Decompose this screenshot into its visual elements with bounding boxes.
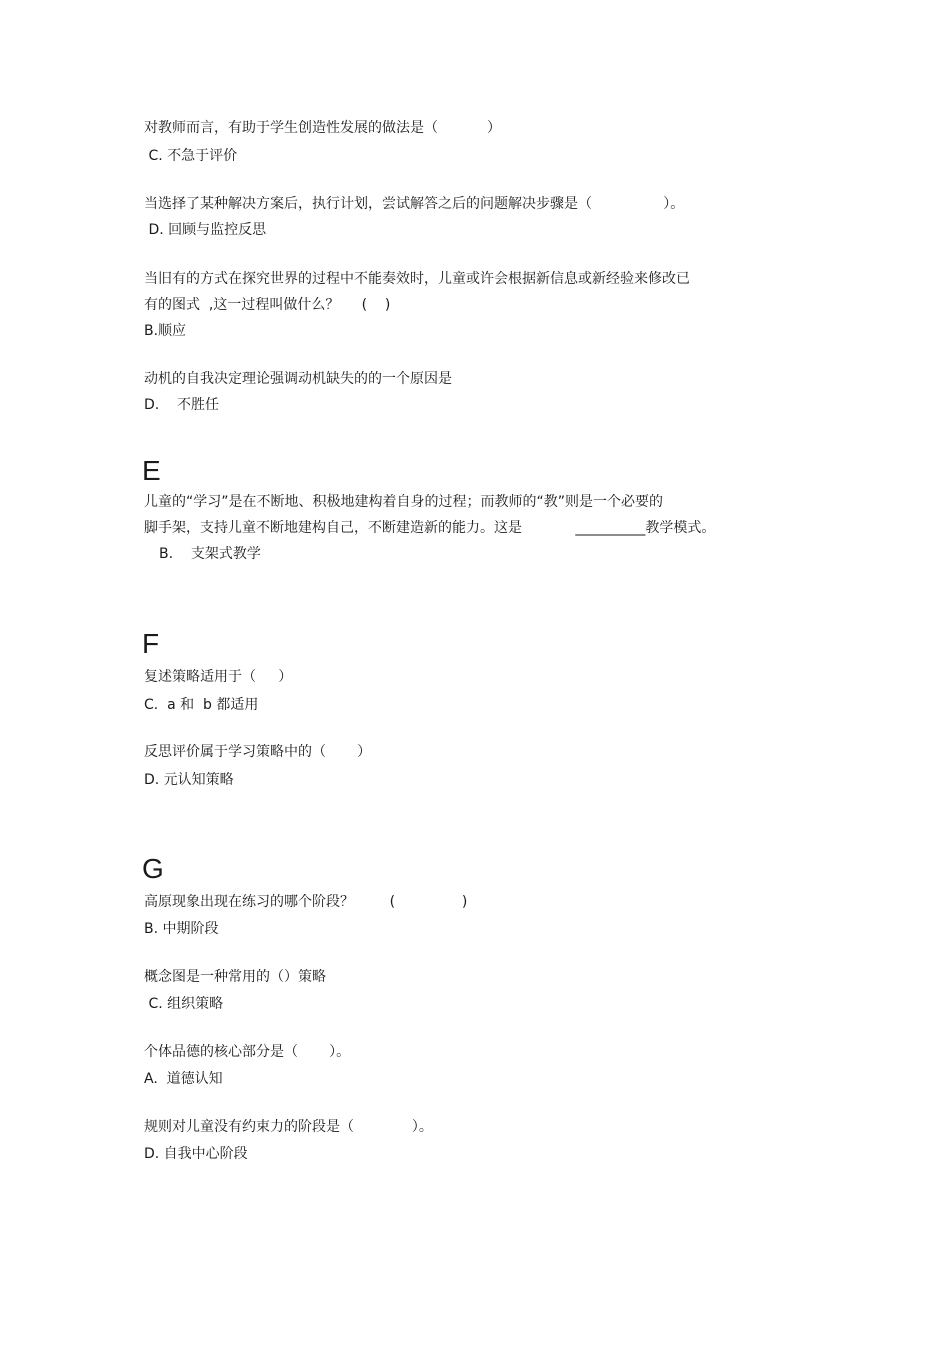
- answer-text: D. 元认知策略: [144, 772, 234, 788]
- answer-text: D. 回顾与监控反思: [144, 222, 267, 238]
- answer-text: C. 不急于评价: [144, 148, 238, 164]
- answer-text: B. 中期阶段: [144, 921, 219, 937]
- question-text: 规则对儿童没有约束力的阶段是（ ）。: [144, 1119, 433, 1135]
- question-text: 当选择了某种解决方案后，执行计划，尝试解答之后的问题解决步骤是（ ）。: [144, 196, 685, 212]
- question-text: 复述策略适用于（ ）: [144, 669, 293, 685]
- question-text: 动机的自我决定理论强调动机缺失的的一个原因是: [144, 371, 452, 387]
- answer-text: B. 支架式教学: [159, 546, 261, 562]
- question-text: 个体品德的核心部分是（ ）。: [144, 1044, 351, 1060]
- answer-text: D. 自我中心阶段: [144, 1146, 248, 1162]
- question-text-line1: 儿童的“学习”是在不断地、积极地建构着自身的过程；而教师的“教”则是一个必要的: [144, 494, 664, 510]
- answer-text: A. 道德认知: [144, 1071, 223, 1087]
- answer-text: B.顺应: [144, 323, 187, 339]
- question-text-line2: 脚手架，支持儿童不断地建构自己，不断建造新的能力。这是 __________教学模式。: [144, 520, 716, 536]
- answer-text: C. 组织策略: [144, 996, 224, 1012]
- question-text-line1: 当旧有的方式在探究世界的过程中不能奏效时，儿童或许会根据新信息或新经验来修改已: [144, 271, 690, 287]
- section-letter-e: E: [142, 455, 161, 486]
- section-letter-f: F: [142, 628, 160, 659]
- question-text: 对教师而言，有助于学生创造性发展的做法是（ ）: [144, 120, 501, 136]
- section-letter-g: G: [142, 853, 164, 884]
- answer-text: D. 不胜任: [144, 397, 220, 413]
- question-text-line2: 有的图式 ,这一过程叫做什么？ ( ): [144, 297, 391, 313]
- question-text: 高原现象出现在练习的哪个阶段？ ( ): [144, 894, 468, 910]
- question-text: 反思评价属于学习策略中的（ ）: [144, 744, 372, 760]
- question-text: 概念图是一种常用的（）策略: [144, 969, 326, 985]
- answer-text: C. a 和 b 都适用: [144, 697, 259, 713]
